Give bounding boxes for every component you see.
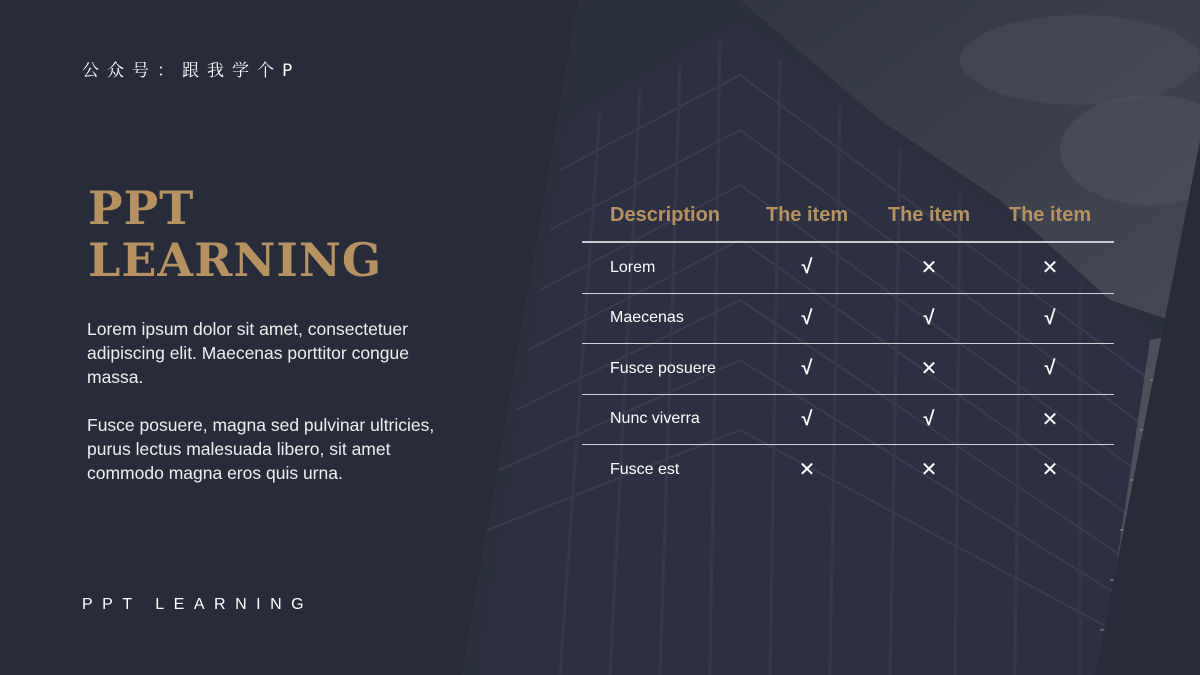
row-label: Maecenas	[610, 309, 684, 327]
table-row	[582, 445, 1114, 495]
cross-icon: ✕	[920, 459, 938, 482]
title-line-1: PPT	[88, 181, 195, 235]
comparison-table	[582, 190, 1114, 495]
cross-icon: ✕	[920, 358, 938, 381]
header-item-2: The item	[887, 204, 971, 226]
cross-icon: ✕	[1041, 459, 1059, 482]
row-label: Fusce est	[610, 460, 680, 478]
cross-icon: ✕	[798, 459, 816, 482]
cross-icon: ✕	[1041, 257, 1059, 280]
check-icon: √	[1044, 306, 1056, 329]
table-row	[582, 395, 1114, 446]
row-label: Nunc viverra	[610, 410, 700, 428]
cross-icon: ✕	[1041, 408, 1059, 431]
account-label: 公众号：跟我学个P	[82, 61, 301, 81]
header-description: Description	[610, 204, 721, 226]
footer-label: PPT LEARNING	[82, 596, 314, 613]
check-icon: √	[923, 306, 935, 329]
header-item-1: The item	[765, 204, 849, 226]
header-item-3: The item	[1008, 204, 1092, 226]
cross-icon: ✕	[920, 257, 938, 280]
table-row	[582, 344, 1114, 395]
check-icon: √	[1044, 357, 1056, 380]
check-icon: √	[801, 256, 813, 279]
body-paragraph-2: Fusce posuere, magna sed pulvinar ultricies, purus lectus malesuada libero, sit amet commodo magna eros quis urna.	[87, 415, 435, 483]
check-icon: √	[801, 407, 813, 430]
row-label: Fusce posuere	[610, 359, 716, 377]
table-row	[582, 294, 1114, 345]
body-paragraph-1: Lorem ipsum dolor sit amet, consectetuer adipiscing elit. Maecenas porttitor congue massa.	[87, 319, 409, 387]
title-line-2: LEARNING	[88, 233, 383, 287]
check-icon: √	[801, 306, 813, 329]
row-label: Lorem	[610, 258, 656, 276]
table-row	[582, 243, 1114, 294]
slide-title	[88, 182, 382, 286]
table-header	[582, 190, 1114, 243]
check-icon: √	[923, 407, 935, 430]
check-icon: √	[801, 357, 813, 380]
